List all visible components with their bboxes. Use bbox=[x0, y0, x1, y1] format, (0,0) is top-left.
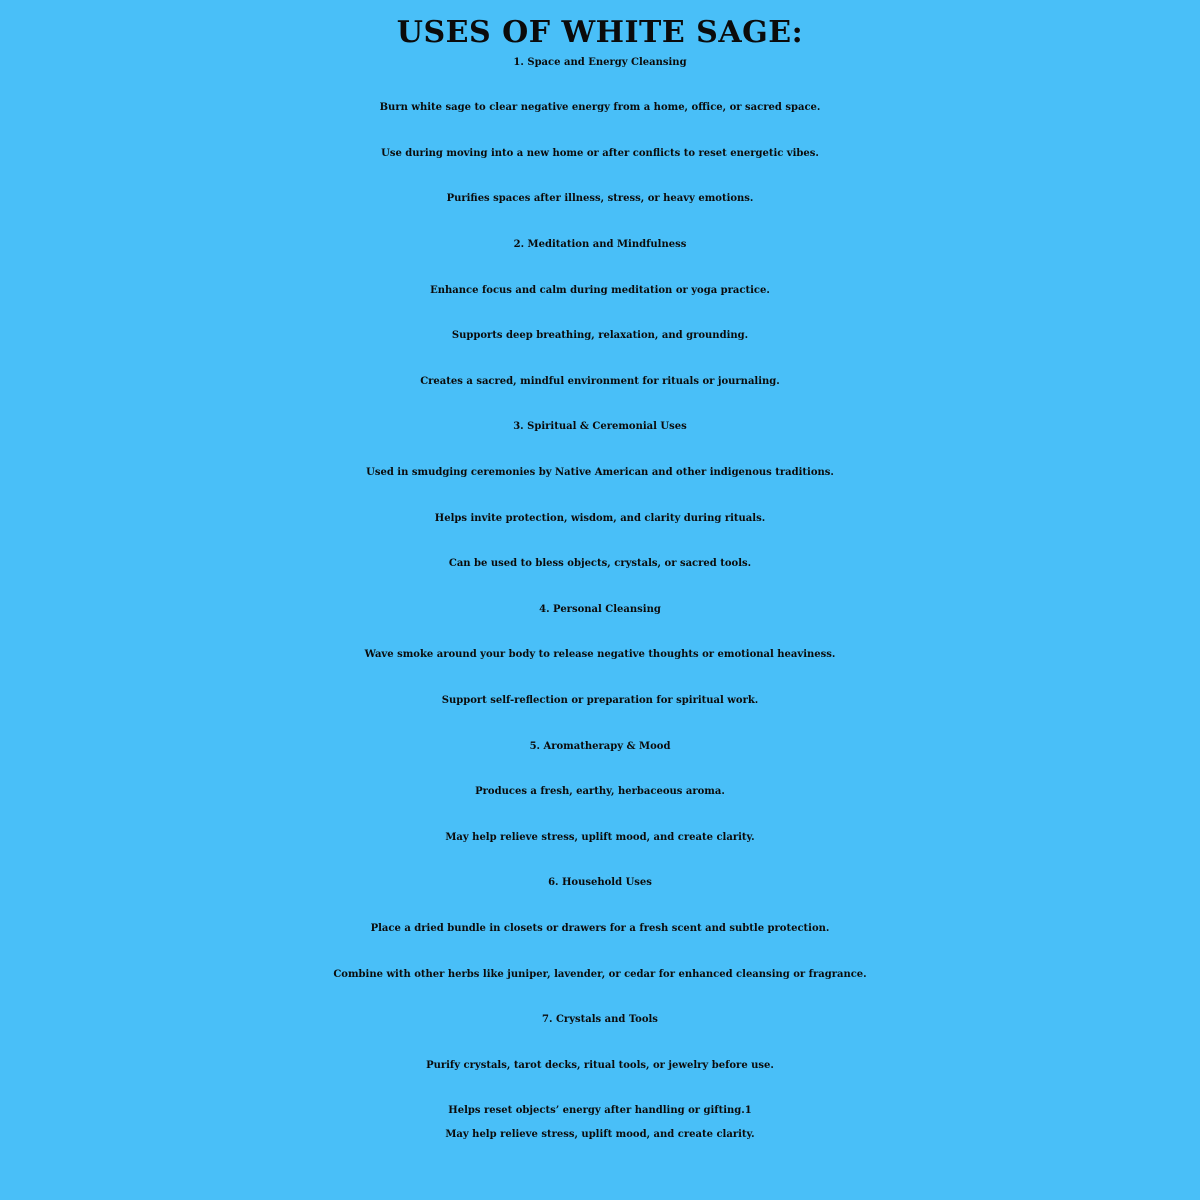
text-line: Purify crystals, tarot decks, ritual tools, or jewelry before use. bbox=[426, 1060, 774, 1071]
text-line: Support self-reflection or preparation for spiritual work. bbox=[441, 695, 759, 706]
text-line: Place a dried bundle in closets or drawers for a fresh scent and subtle protection. bbox=[370, 923, 830, 934]
section-heading-crystals-tools: 7. Crystals and Tools bbox=[542, 1014, 658, 1025]
text-line: Enhance focus and calm during meditation or yoga practice. bbox=[430, 285, 770, 296]
text-line: Use during moving into a new home or after conflicts to reset energetic vibes. bbox=[381, 148, 819, 159]
section-heading-personal-cleansing: 4. Personal Cleansing bbox=[539, 604, 661, 615]
section-heading-aromatherapy-mood: 5. Aromatherapy & Mood bbox=[529, 741, 671, 752]
section-heading-meditation-mindfulness: 2. Meditation and Mindfulness bbox=[513, 239, 687, 250]
text-line: May help relieve stress, uplift mood, and create clarity. bbox=[445, 832, 755, 843]
text-line: Can be used to bless objects, crystals, or sacred tools. bbox=[448, 558, 752, 569]
text-line: Produces a fresh, earthy, herbaceous aroma. bbox=[475, 786, 725, 797]
text-line: May help relieve stress, uplift mood, and create clarity. bbox=[445, 1129, 755, 1140]
section-heading-spiritual-ceremonial: 3. Spiritual & Ceremonial Uses bbox=[513, 421, 687, 432]
text-line: Helps invite protection, wisdom, and clarity during rituals. bbox=[434, 513, 766, 524]
page-title: USES OF WHITE SAGE: bbox=[396, 15, 804, 50]
text-line: Combine with other herbs like juniper, lavender, or cedar for enhanced cleansing or fragrance. bbox=[333, 969, 867, 980]
text-line: Supports deep breathing, relaxation, and grounding. bbox=[451, 330, 749, 341]
text-line: Used in smudging ceremonies by Native American and other indigenous traditions. bbox=[366, 467, 834, 478]
section-heading-space-energy-cleansing: 1. Space and Energy Cleansing bbox=[513, 57, 687, 68]
text-line: Creates a sacred, mindful environment for rituals or journaling. bbox=[420, 376, 780, 387]
section-heading-household-uses: 6. Household Uses bbox=[548, 877, 652, 888]
text-line: Helps reset objects’ energy after handling or gifting.1 bbox=[448, 1105, 752, 1116]
text-line: Burn white sage to clear negative energy from a home, office, or sacred space. bbox=[379, 102, 821, 113]
text-line: Wave smoke around your body to release negative thoughts or emotional heaviness. bbox=[364, 649, 836, 660]
text-line: Purifies spaces after illness, stress, or heavy emotions. bbox=[446, 193, 754, 204]
